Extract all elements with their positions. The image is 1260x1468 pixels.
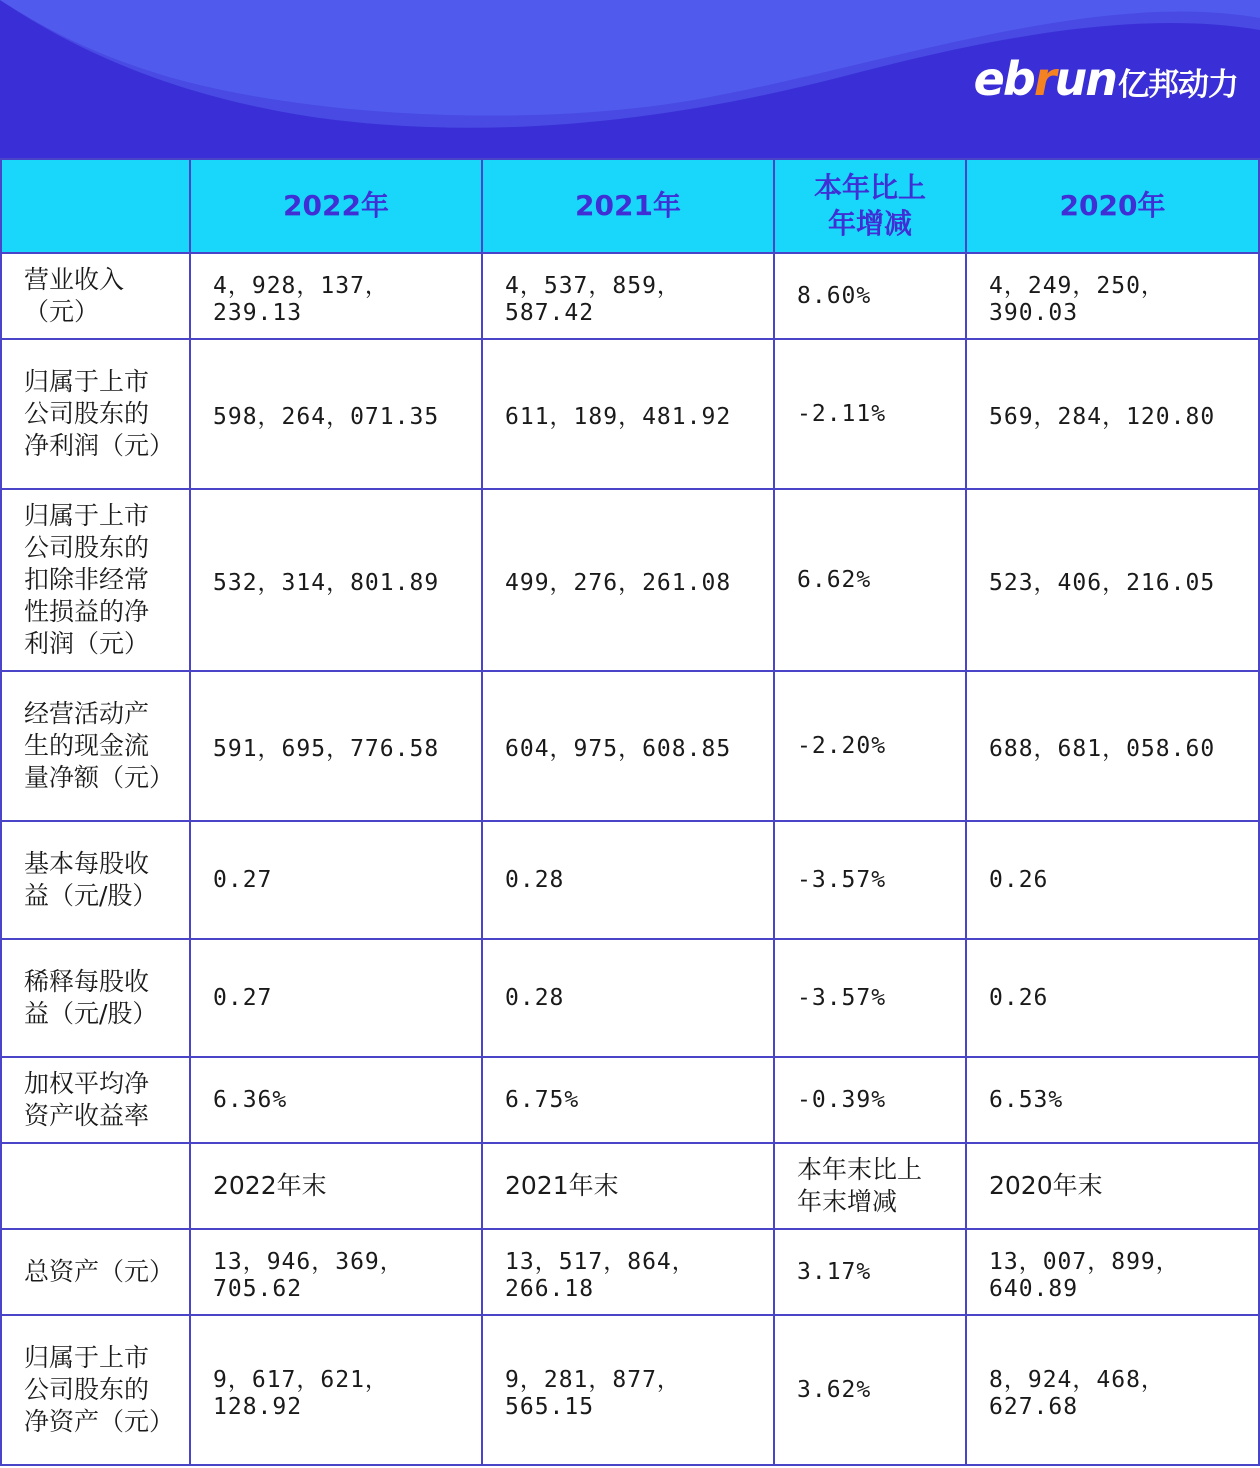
table-cell: 13，007，899，640.89 <box>966 1229 1259 1315</box>
table-cell: 688，681，058.60 <box>966 671 1259 821</box>
table-cell: 604，975，608.85 <box>482 671 774 821</box>
sub-header-cell-empty <box>1 1143 190 1229</box>
table-cell: 0.28 <box>482 939 774 1057</box>
logo-latin: ebrun <box>973 52 1116 106</box>
table-cell: 598，264，071.35 <box>190 339 482 489</box>
table-cell: 499，276，261.08 <box>482 489 774 671</box>
sub-header-row <box>1 1143 1259 1229</box>
table-row <box>1 339 1259 489</box>
table-cell: 8.60% <box>774 253 966 339</box>
table-cell: -3.57% <box>774 939 966 1057</box>
table-cell: 6.53% <box>966 1057 1259 1143</box>
row-label: 归属于上市公司股东的净资产（元） <box>1 1315 190 1465</box>
table-row <box>1 1315 1259 1465</box>
table-cell: 3.62% <box>774 1315 966 1465</box>
row-label: 归属于上市公司股东的扣除非经常性损益的净利润（元） <box>1 489 190 671</box>
table-cell: 532，314，801.89 <box>190 489 482 671</box>
table-cell: 13，946，369，705.62 <box>190 1229 482 1315</box>
table-row <box>1 489 1259 671</box>
ebrun-logo <box>974 52 1238 106</box>
table-cell: 9，617，621，128.92 <box>190 1315 482 1465</box>
row-label: 加权平均净资产收益率 <box>1 1057 190 1143</box>
table-cell: 0.27 <box>190 939 482 1057</box>
table-cell: 8，924，468，627.68 <box>966 1315 1259 1465</box>
table-cell: 611，189，481.92 <box>482 339 774 489</box>
table-cell: 0.27 <box>190 821 482 939</box>
financial-table <box>0 158 1260 1466</box>
header-cell-2022: 2022年 <box>190 159 482 253</box>
row-label: 营业收入（元） <box>1 253 190 339</box>
table-cell: -3.57% <box>774 821 966 939</box>
header-cell-2021: 2021年 <box>482 159 774 253</box>
table-cell: -0.39% <box>774 1057 966 1143</box>
table-row <box>1 1229 1259 1315</box>
sub-header-cell-change: 本年末比上年末增减 <box>774 1143 966 1229</box>
table-cell: 9，281，877，565.15 <box>482 1315 774 1465</box>
header-cell-change: 本年比上年增减 <box>774 159 966 253</box>
table-cell: 6.62% <box>774 489 966 671</box>
table-cell: 6.75% <box>482 1057 774 1143</box>
row-label: 经营活动产生的现金流量净额（元） <box>1 671 190 821</box>
table-cell: 523，406，216.05 <box>966 489 1259 671</box>
logo-cn: 亿邦动力 <box>1118 67 1238 103</box>
row-label: 稀释每股收益（元/股） <box>1 939 190 1057</box>
sub-header-cell-2021-end: 2021年末 <box>482 1143 774 1229</box>
sub-header-cell-2020-end: 2020年末 <box>966 1143 1259 1229</box>
table-cell: 0.26 <box>966 939 1259 1057</box>
header-cell-empty <box>1 159 190 253</box>
row-label: 总资产（元） <box>1 1229 190 1315</box>
table-cell: 3.17% <box>774 1229 966 1315</box>
table-cell: 6.36% <box>190 1057 482 1143</box>
header-row <box>1 159 1259 253</box>
table-row <box>1 939 1259 1057</box>
table-row <box>1 671 1259 821</box>
table-cell: -2.20% <box>774 671 966 821</box>
row-label: 归属于上市公司股东的净利润（元） <box>1 339 190 489</box>
table-cell: 13，517，864，266.18 <box>482 1229 774 1315</box>
table-cell: 0.28 <box>482 821 774 939</box>
table-row <box>1 821 1259 939</box>
table-cell: 0.26 <box>966 821 1259 939</box>
table-row <box>1 1057 1259 1143</box>
table-cell: 569，284，120.80 <box>966 339 1259 489</box>
table-row <box>1 253 1259 339</box>
header-banner <box>0 0 1260 160</box>
header-cell-2020: 2020年 <box>966 159 1259 253</box>
sub-header-cell-2022-end: 2022年末 <box>190 1143 482 1229</box>
table-cell: -2.11% <box>774 339 966 489</box>
table-cell: 4，928，137，239.13 <box>190 253 482 339</box>
table-cell: 4，249，250，390.03 <box>966 253 1259 339</box>
table-cell: 591，695，776.58 <box>190 671 482 821</box>
table-cell: 4，537，859，587.42 <box>482 253 774 339</box>
row-label: 基本每股收益（元/股） <box>1 821 190 939</box>
